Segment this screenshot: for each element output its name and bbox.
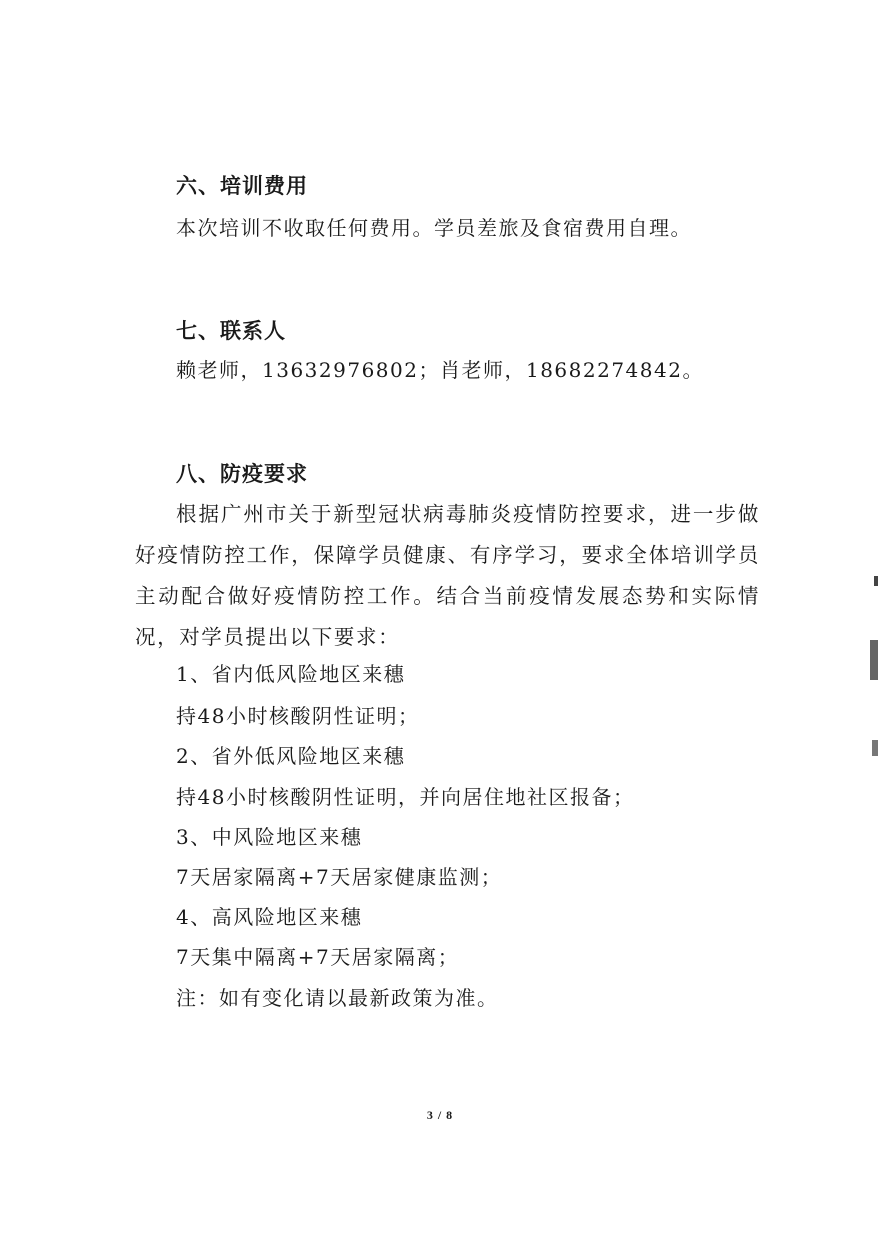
- policy-note: 注：如有变化请以最新政策为准。: [176, 986, 499, 1010]
- requirement-item-label: 4、高风险地区来穗: [176, 905, 363, 929]
- page-number: 3 / 8: [426, 1108, 454, 1122]
- section-contact-title: 七、联系人: [176, 319, 286, 343]
- requirement-item-label: 2、省外低风险地区来穗: [176, 744, 406, 768]
- scan-edge-mark: [874, 576, 878, 586]
- requirement-item-label: 3、中风险地区来穗: [176, 825, 363, 849]
- section-epidemic-title: 八、防疫要求: [176, 462, 308, 486]
- requirement-item-text: 7天集中隔离+7天居家隔离；: [176, 945, 460, 969]
- requirement-item-label: 1、省内低风险地区来穗: [176, 662, 406, 686]
- scan-edge-mark: [870, 640, 878, 680]
- scan-edge-mark: [872, 740, 878, 756]
- requirement-item-text: 持48小时核酸阴性证明；: [176, 704, 420, 728]
- section-epidemic-intro: 根据广州市关于新型冠状病毒肺炎疫情防控要求，进一步做好疫情防控工作，保障学员健康、有序学习，要求全体培训学员主动配合做好疫情防控工作。结合当前疫情发展态势和实际情况，对学员提出以下要求：: [135, 502, 760, 649]
- section-contact-body: 赖老师，13632976802；肖老师，18682274842。: [176, 358, 704, 382]
- section-fees-body: 本次培训不收取任何费用。学员差旅及食宿费用自理。: [176, 216, 692, 240]
- requirement-item-text: 持48小时核酸阴性证明，并向居住地社区报备；: [176, 785, 635, 809]
- requirement-item-text: 7天居家隔离+7天居家健康监测；: [176, 865, 503, 889]
- section-fees-title: 六、培训费用: [176, 174, 308, 198]
